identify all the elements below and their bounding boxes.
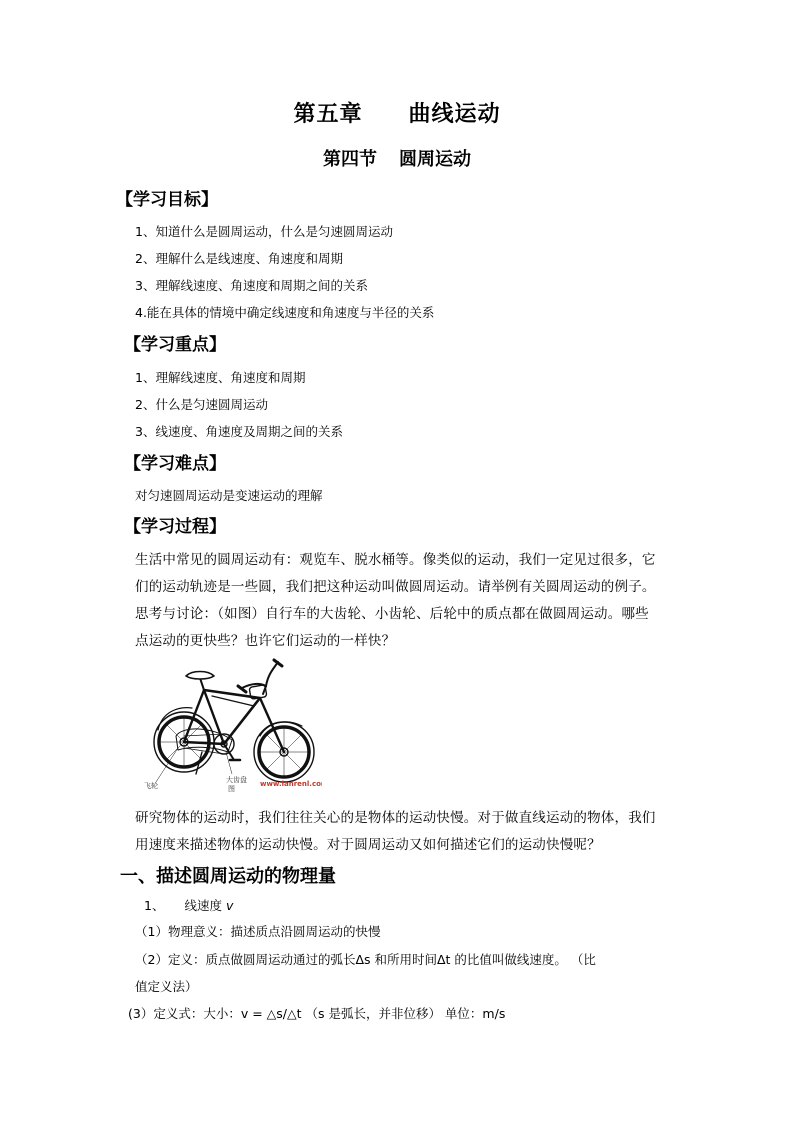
key-point-item: 2、什么是匀速圆周运动 xyxy=(135,397,268,412)
definition-line: 值定义法） xyxy=(135,979,198,994)
section1-heading: 一、描述圆周运动的物理量 xyxy=(120,866,336,887)
figure-label-flywheel: 飞轮 xyxy=(144,782,158,790)
goal-item: 1、知道什么是圆周运动，什么是匀速圆周运动 xyxy=(135,224,393,239)
difficulty-item: 对匀速圆周运动是变速运动的理解 xyxy=(135,488,323,503)
bicycle-figure xyxy=(142,656,322,794)
definition-line: （2）定义：质点做圆周运动通过的弧长Δs 和所用时间Δt 的比值叫做线速度。 （比 xyxy=(135,952,596,967)
goal-item: 3、理解线速度、角速度和周期之间的关系 xyxy=(135,278,368,293)
chapter-number: 第五章 xyxy=(293,102,363,127)
key-points-heading: 【学习重点】 xyxy=(124,335,226,355)
bicycle-illustration xyxy=(142,656,322,794)
chapter-title xyxy=(0,97,794,128)
process-line: 研究物体的运动时，我们往往关心的是物体的运动快慢。对于做直线运动的物体，我们 xyxy=(135,810,656,826)
figure-label-chainring: 大齿盘 xyxy=(226,776,247,784)
chapter-name: 曲线运动 xyxy=(408,102,501,127)
subsection-name: 线速度 xyxy=(184,898,222,913)
process-line: 用速度来描述物体的运动快慢。对于圆周运动又如何描述它们的运动快慢呢？ xyxy=(135,837,601,853)
formula-line: (3）定义式：大小：v = △s/△t （s 是弧长，并非位移） 单位：m/s xyxy=(128,1006,506,1021)
difficulties-heading: 【学习难点】 xyxy=(124,454,226,474)
process-line: 点运动的更快些？也许它们运动的一样快？ xyxy=(135,633,396,649)
figure-watermark: www.lanrenl.com xyxy=(260,780,322,788)
process-line: 思考与讨论：（如图）自行车的大齿轮、小齿轮、后轮中的质点都在做圆周运动。哪些 xyxy=(135,606,649,622)
section-name: 圆周运动 xyxy=(399,149,471,170)
figure-label-caption: 图 xyxy=(228,785,235,793)
key-point-item: 3、线速度、角速度及周期之间的关系 xyxy=(135,424,343,439)
goal-item: 2、理解什么是线速度、角速度和周期 xyxy=(135,251,343,266)
process-line: 生活中常见的圆周运动有：观览车、脱水桶等。像类似的运动，我们一定见过很多，它 xyxy=(135,552,656,568)
section-number: 第四节 xyxy=(323,149,377,170)
subsection-title xyxy=(144,896,233,914)
definition-line: （1）物理意义：描述质点沿圆周运动的快慢 xyxy=(135,924,381,939)
goal-item: 4.能在具体的情境中确定线速度和角速度与半径的关系 xyxy=(135,305,435,320)
subsection-number: 1、 xyxy=(144,898,165,913)
velocity-symbol: v xyxy=(225,898,234,913)
process-heading: 【学习过程】 xyxy=(124,517,226,537)
key-point-item: 1、理解线速度、角速度和周期 xyxy=(135,370,306,385)
section-title xyxy=(0,145,794,171)
goals-heading: 【学习目标】 xyxy=(116,190,218,210)
process-line: 们的运动轨迹是一些圆，我们把这种运动叫做圆周运动。请举例有关圆周运动的例子。 xyxy=(135,579,656,595)
